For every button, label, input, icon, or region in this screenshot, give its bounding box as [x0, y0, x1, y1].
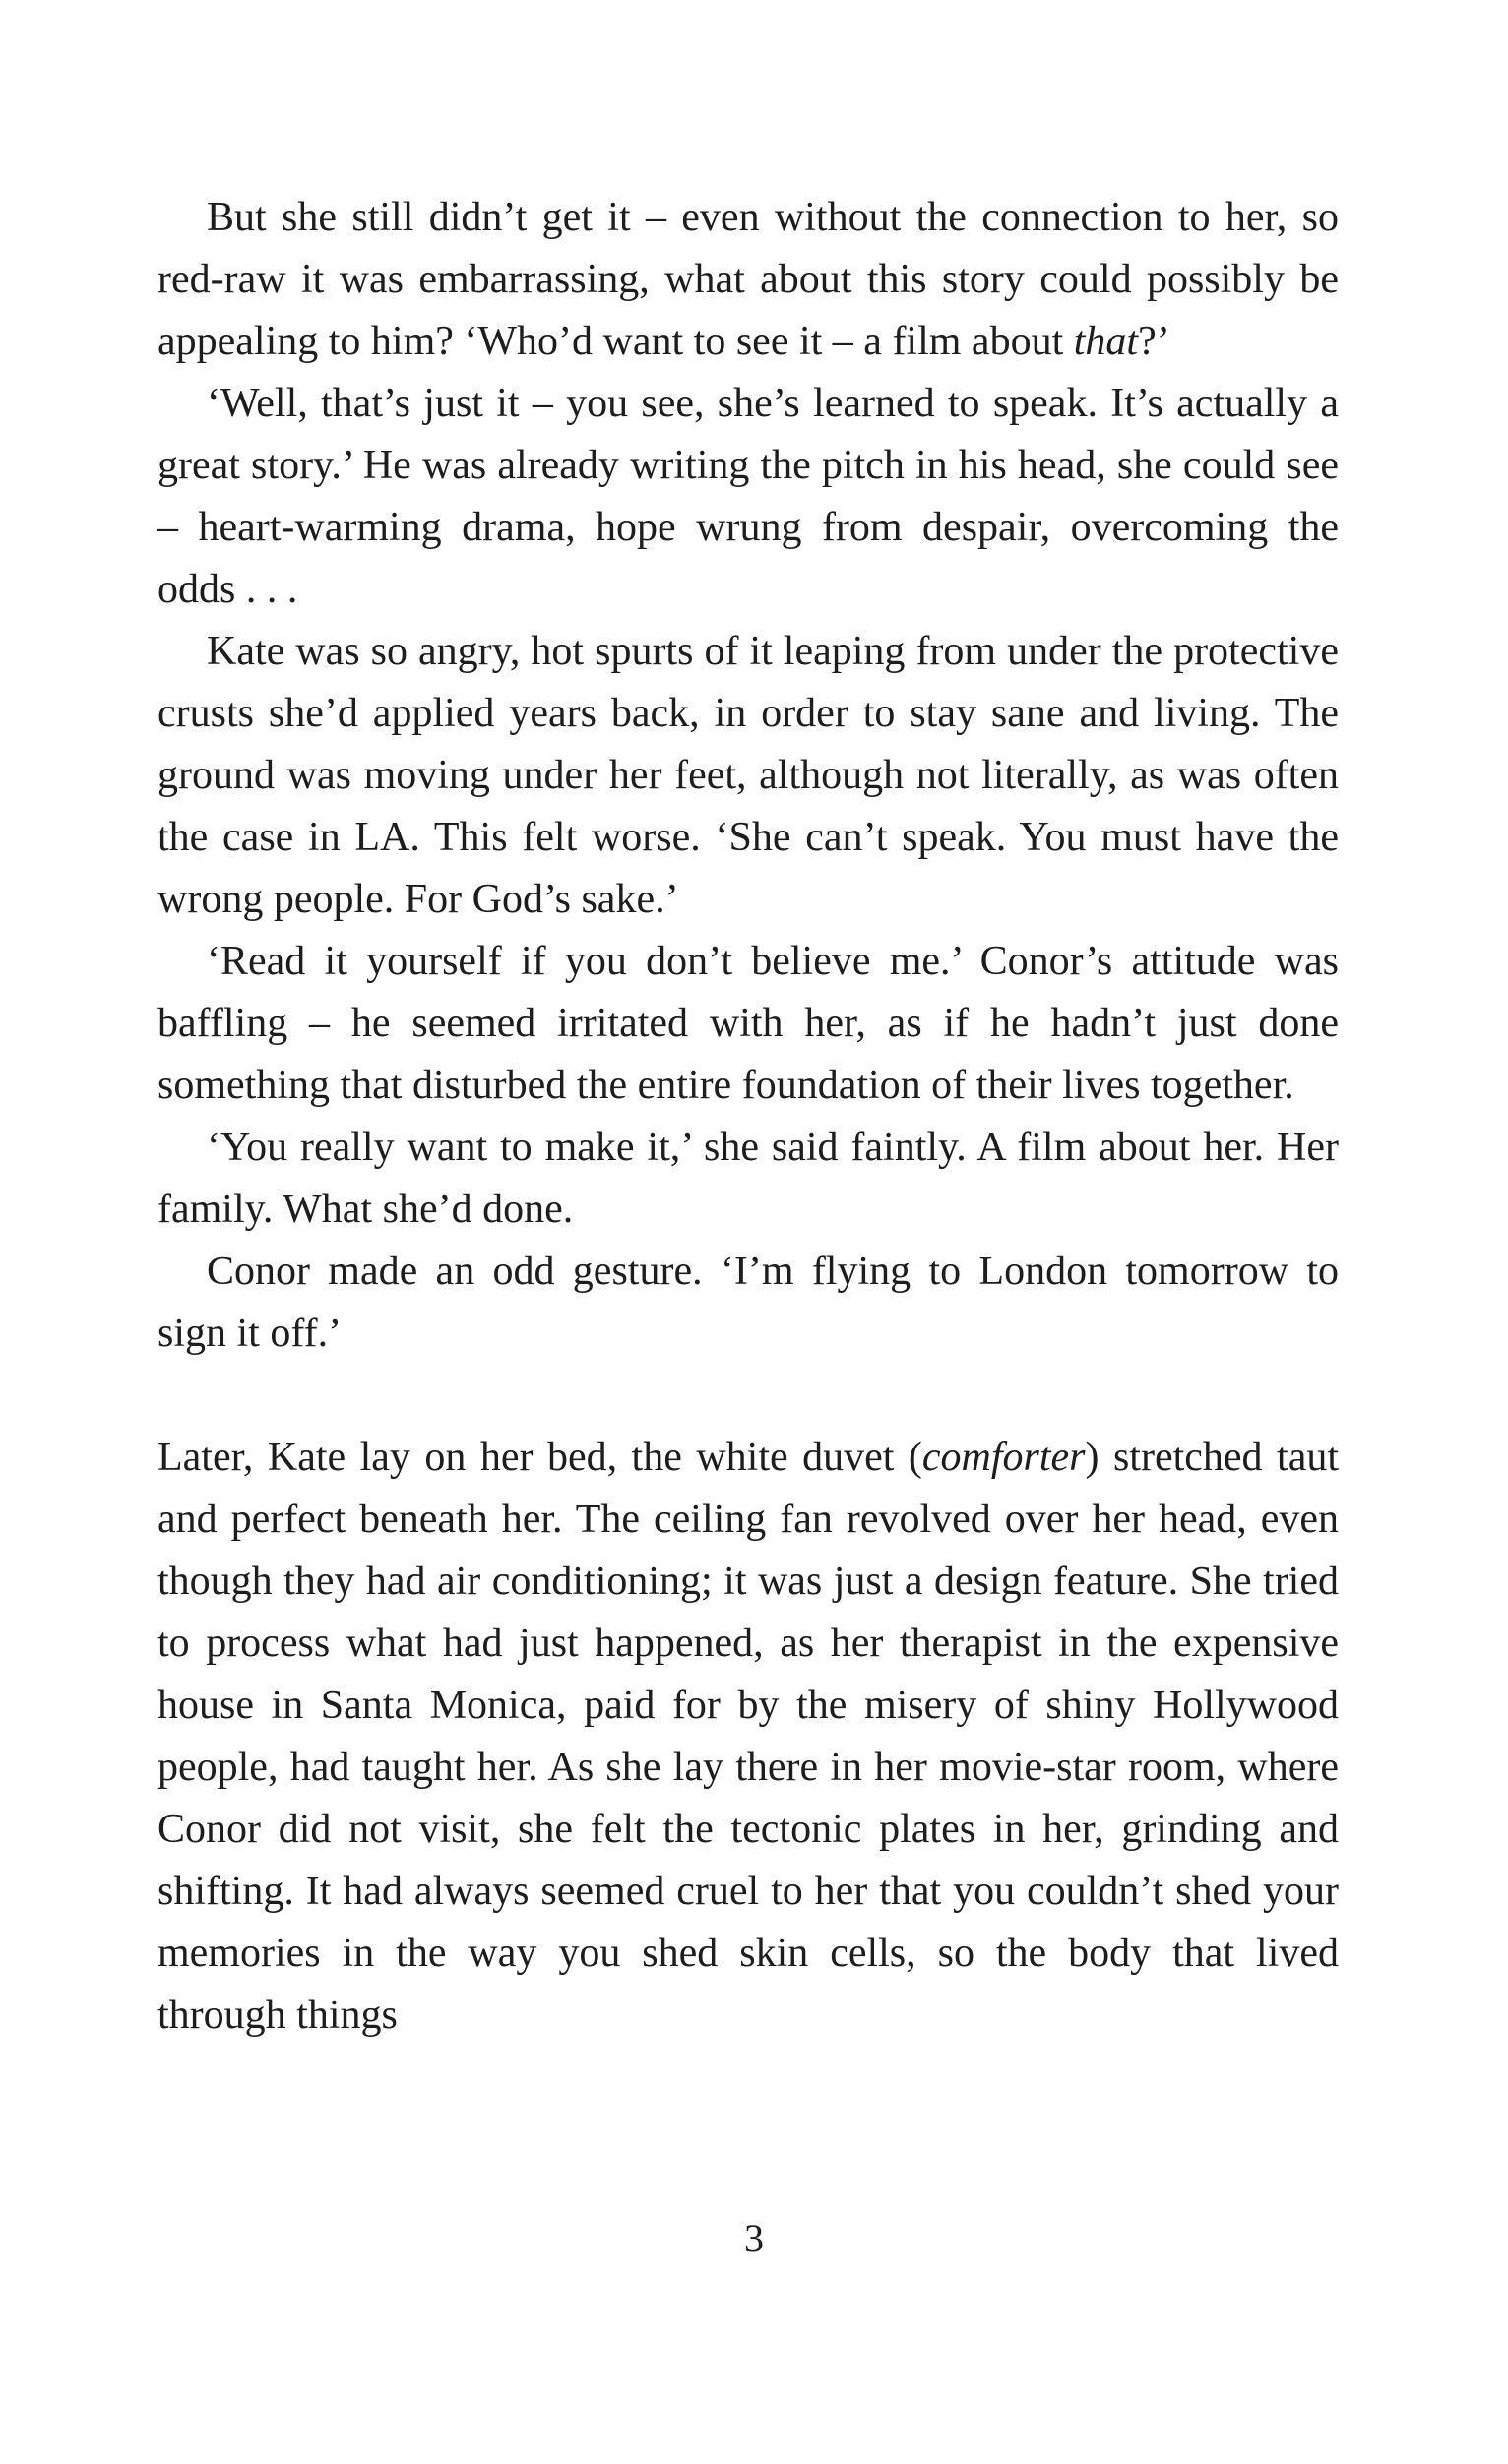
body-text	[157, 187, 1339, 2047]
paragraph-7-text-end: ) stretched taut and perfect beneath her. The ceiling fan revolved over her head, even though they had air conditioning; it was just a design feature. She tried to process what had just happened, as her therapist in the expensive house in Santa Monica, paid for by the misery of shiny Hollywood people, had taught her. As she lay there in her movie-star room, where Conor did not visit, she felt the tectonic plates in her, grinding and shifting. It had always seemed cruel to her that you couldn’t shed your memories in the way you shed skin cells, so the body that lived through things	[157, 1435, 1339, 2038]
paragraph-7-italic: comforter	[921, 1435, 1086, 1480]
paragraph-3: Kate was so angry, hot spurts of it leaping from under the protective crusts she’d applied years back, in order to stay sane and living. The ground was moving under her feet, although not literally, as was often the case in LA. This felt worse. ‘She can’t speak. You must have the wrong people. For God’s sake.’	[157, 629, 1339, 922]
paragraph-7	[157, 1427, 1339, 2047]
paragraph-7-text: Later, Kate lay on her bed, the white duvet (	[157, 1435, 922, 1480]
paragraph-6: Conor made an odd gesture. ‘I’m flying to London tomorrow to sign it off.’	[157, 1249, 1339, 1356]
paragraph-1-italic: that	[1073, 319, 1139, 364]
paragraph-4: ‘Read it yourself if you don’t believe me.’ Conor’s attitude was baffling – he seemed irritated with her, as if he hadn’t just done something that disturbed the entire foundation of their lives together.	[157, 939, 1339, 1108]
paragraph-1-text-end: ?’	[1138, 319, 1170, 364]
paragraph-1-text: But she still didn’t get it – even without the connection to her, so red-raw it was embarrassing, what about this story could possibly be appealing to him? ‘Who’d want to see it – a film about	[157, 195, 1339, 364]
paragraph-1	[157, 187, 1339, 373]
paragraph-5: ‘You really want to make it,’ she said faintly. A film about her. Her family. What she’d done.	[157, 1125, 1339, 1232]
section-break	[157, 1365, 1339, 1427]
paragraph-2: ‘Well, that’s just it – you see, she’s learned to speak. It’s actually a great story.’ He was already writing the pitch in his head, she could see – heart-warming drama, hope wrung from despair, overcoming the odds . . .	[157, 381, 1339, 612]
page-number: 3	[744, 2216, 764, 2260]
